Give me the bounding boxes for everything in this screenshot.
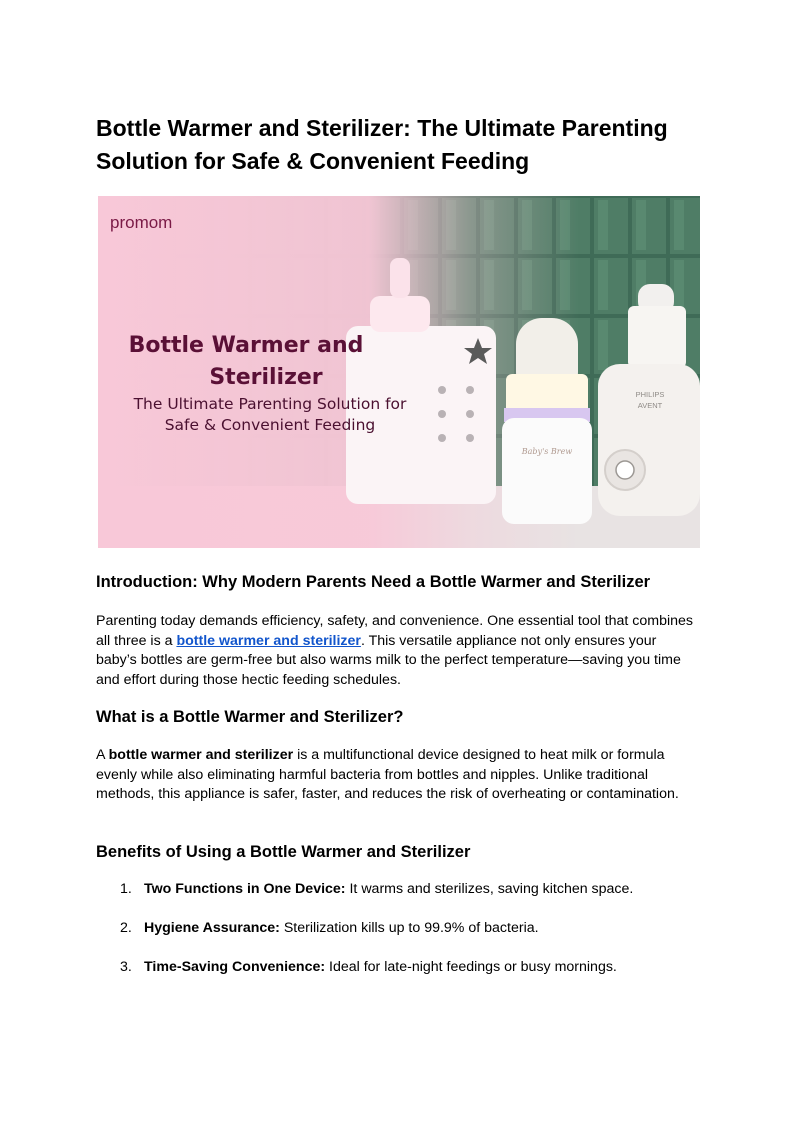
what-heading: What is a Bottle Warmer and Sterilizer? (96, 708, 404, 726)
hero-image (98, 196, 700, 548)
list-item-number: 1. (120, 881, 132, 897)
list-item-title: Two Functions in One Device: (144, 881, 346, 897)
hero-subtitle-1: The Ultimate Parenting Solution for (133, 395, 407, 413)
list-item-text: Ideal for late-night feedings or busy mornings. (325, 959, 617, 975)
list-item (96, 919, 696, 958)
article-title: Bottle Warmer and Sterilizer: The Ultimate Parenting Solution for Safe & Convenient Feeding (96, 115, 668, 174)
list-item-number: 2. (120, 920, 132, 936)
list-item-text: It warms and sterilizes, saving kitchen space. (345, 881, 634, 897)
device-brand-1: PHILIPS (635, 390, 665, 399)
list-item (96, 958, 696, 997)
bottle-print: Baby's Brew (521, 447, 573, 456)
what-text-start: A (96, 747, 109, 763)
brand-logo: promom (110, 213, 173, 232)
list-item-title: Hygiene Assurance: (144, 920, 280, 936)
what-bold-term: bottle warmer and sterilizer (108, 747, 294, 763)
bottle-warmer-link[interactable]: bottle warmer and sterilizer (176, 632, 361, 649)
hero-illustration (98, 196, 700, 548)
list-item-number: 3. (120, 959, 132, 975)
what-text-rest: is a multifunctional device designed to heat milk or formula evenly while also eliminating harmful bacteria from bottles and nipples. Unlike traditional methods, this appliance is safer, faster, and reduces the risk of overheating or contamination. (96, 747, 679, 803)
hero-headline-2: Sterilizer (209, 365, 323, 390)
list-item-text: Sterilization kills up to 99.9% of bacteria. (279, 920, 539, 936)
hero-headline-1: Bottle Warmer and (128, 333, 364, 358)
device-brand-2: AVENT (637, 401, 663, 410)
intro-text-before: Parenting today demands efficiency, safety, and convenience. One essential tool that combines all three is a (96, 613, 694, 649)
intro-text-after: . This versatile appliance not only ensures your baby’s bottles are germ-free but also warms milk to the perfect temperature—saving you time and effort during those hectic feeding schedules. (96, 632, 681, 688)
what-paragraph (96, 746, 696, 805)
intro-paragraph (96, 612, 696, 690)
list-item-title: Time-Saving Convenience: (144, 959, 326, 975)
benefits-list (96, 880, 696, 997)
list-item (96, 880, 696, 919)
benefits-heading: Benefits of Using a Bottle Warmer and Sterilizer (96, 843, 471, 861)
hero-subtitle-2: Safe & Convenient Feeding (164, 416, 376, 434)
intro-heading: Introduction: Why Modern Parents Need a Bottle Warmer and Sterilizer (96, 573, 651, 591)
